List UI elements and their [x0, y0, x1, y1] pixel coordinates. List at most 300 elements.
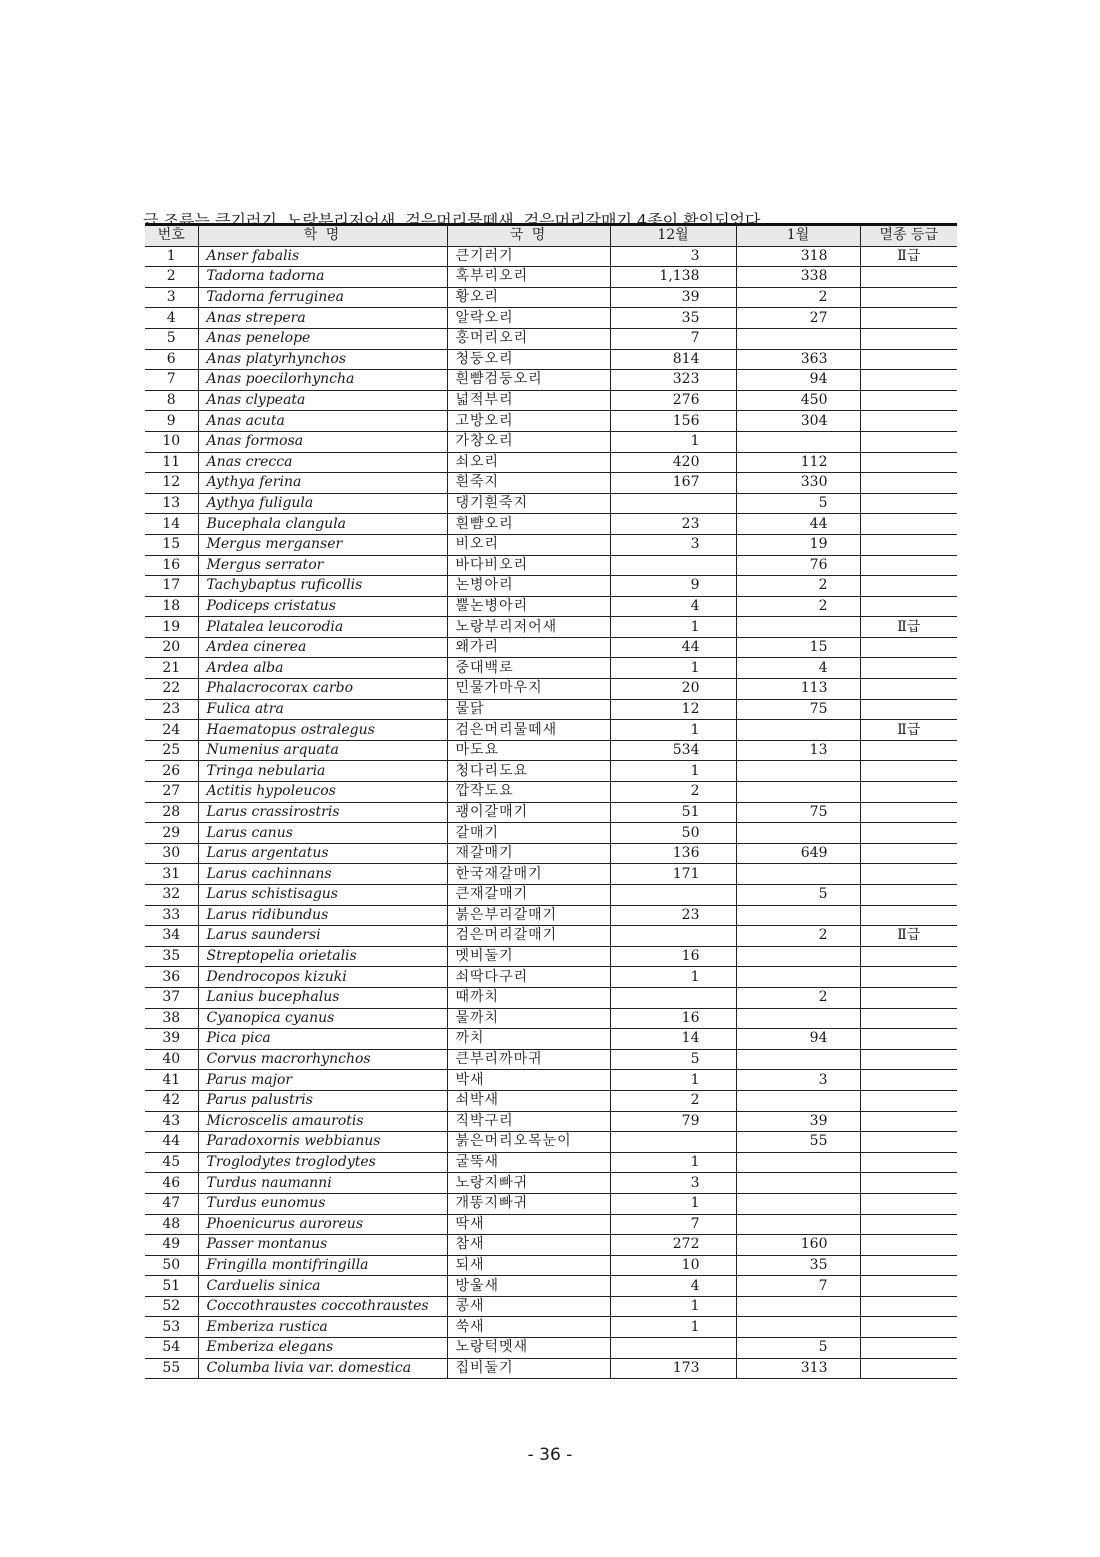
cell-endangered-grade	[860, 1214, 957, 1235]
cell-january-count: 649	[736, 843, 860, 864]
cell-december-count: 12	[610, 699, 736, 720]
cell-korean-name: 왜가리	[447, 637, 610, 658]
table-row	[145, 493, 957, 514]
cell-scientific-name: Larus canus	[198, 823, 447, 844]
cell-endangered-grade	[860, 473, 957, 494]
cell-scientific-name: Ardea alba	[198, 658, 447, 679]
cell-endangered-grade	[860, 679, 957, 700]
cell-korean-name: 가창오리	[447, 431, 610, 452]
cell-scientific-name: Parus major	[198, 1070, 447, 1091]
table-row	[145, 349, 957, 370]
cell-scientific-name: Numenius arquata	[198, 740, 447, 761]
cell-number: 26	[145, 761, 198, 782]
cell-endangered-grade	[860, 493, 957, 514]
table-row	[145, 473, 957, 494]
cell-endangered-grade	[860, 946, 957, 967]
cell-korean-name: 참새	[447, 1235, 610, 1256]
cell-number: 4	[145, 308, 198, 329]
cell-number: 46	[145, 1173, 198, 1194]
cell-january-count: 39	[736, 1111, 860, 1132]
cell-endangered-grade	[860, 411, 957, 432]
header-korean-name: 국 명	[447, 225, 610, 247]
cell-scientific-name: Larus saundersi	[198, 926, 447, 947]
table-row	[145, 1152, 957, 1173]
cell-number: 18	[145, 596, 198, 617]
cell-korean-name: 노랑지빠귀	[447, 1173, 610, 1194]
cell-scientific-name: Tringa nebularia	[198, 761, 447, 782]
cell-korean-name: 논병아리	[447, 576, 610, 597]
table-row	[145, 864, 957, 885]
table-row	[145, 1070, 957, 1091]
table-row	[145, 1111, 957, 1132]
cell-number: 22	[145, 679, 198, 700]
table-row	[145, 1358, 957, 1379]
table-row	[145, 761, 957, 782]
table-row	[145, 1132, 957, 1153]
cell-scientific-name: Tachybaptus ruficollis	[198, 576, 447, 597]
cell-scientific-name: Anas clypeata	[198, 390, 447, 411]
cell-scientific-name: Anas platyrhynchos	[198, 349, 447, 370]
cell-december-count: 16	[610, 946, 736, 967]
table-row	[145, 740, 957, 761]
cell-endangered-grade	[860, 637, 957, 658]
cell-january-count	[736, 946, 860, 967]
cell-december-count: 276	[610, 390, 736, 411]
cell-scientific-name: Emberiza rustica	[198, 1317, 447, 1338]
cell-korean-name: 물까치	[447, 1008, 610, 1029]
cell-scientific-name: Coccothraustes coccothraustes	[198, 1296, 447, 1317]
cell-endangered-grade	[860, 1008, 957, 1029]
cell-korean-name: 홍머리오리	[447, 328, 610, 349]
table-row	[145, 843, 957, 864]
cell-korean-name: 붉은머리오목눈이	[447, 1132, 610, 1153]
table-row	[145, 1008, 957, 1029]
cell-endangered-grade	[860, 740, 957, 761]
cell-december-count: 23	[610, 905, 736, 926]
cell-number: 50	[145, 1255, 198, 1276]
cell-december-count: 534	[610, 740, 736, 761]
cell-korean-name: 바다비오리	[447, 555, 610, 576]
cell-scientific-name: Carduelis sinica	[198, 1276, 447, 1297]
page-number: - 36 -	[527, 1445, 573, 1465]
cell-december-count: 1	[610, 1152, 736, 1173]
cell-korean-name: 쇠박새	[447, 1090, 610, 1111]
cell-endangered-grade	[860, 987, 957, 1008]
cell-december-count: 1	[610, 967, 736, 988]
cell-january-count: 4	[736, 658, 860, 679]
cell-endangered-grade	[860, 1235, 957, 1256]
cell-december-count: 7	[610, 1214, 736, 1235]
cell-december-count	[610, 493, 736, 514]
cell-korean-name: 검은머리갈매기	[447, 926, 610, 947]
cell-number: 17	[145, 576, 198, 597]
cell-number: 37	[145, 987, 198, 1008]
cell-december-count: 156	[610, 411, 736, 432]
cell-number: 10	[145, 431, 198, 452]
cell-korean-name: 민물가마우지	[447, 679, 610, 700]
cell-scientific-name: Phalacrocorax carbo	[198, 679, 447, 700]
cell-december-count: 35	[610, 308, 736, 329]
cell-korean-name: 박새	[447, 1070, 610, 1091]
cell-scientific-name: Corvus macrorhynchos	[198, 1049, 447, 1070]
cell-january-count: 13	[736, 740, 860, 761]
cell-december-count	[610, 1132, 736, 1153]
cell-scientific-name: Mergus merganser	[198, 534, 447, 555]
cell-korean-name: 큰재갈매기	[447, 885, 610, 906]
cell-scientific-name: Mergus serrator	[198, 555, 447, 576]
cell-endangered-grade	[860, 1029, 957, 1050]
cell-december-count: 14	[610, 1029, 736, 1050]
cell-number: 25	[145, 740, 198, 761]
cell-january-count: 19	[736, 534, 860, 555]
cell-endangered-grade	[860, 555, 957, 576]
cell-january-count: 5	[736, 885, 860, 906]
cell-number: 12	[145, 473, 198, 494]
cell-scientific-name: Aythya fuligula	[198, 493, 447, 514]
cell-december-count: 9	[610, 576, 736, 597]
cell-scientific-name: Larus cachinnans	[198, 864, 447, 885]
cell-january-count	[736, 864, 860, 885]
cell-endangered-grade	[860, 1111, 957, 1132]
table-row	[145, 720, 957, 741]
intro-paragraph: 급 조류는 큰기러기, 노랑부리저어새, 검은머리물떼새, 검은머리갈매기 4종이 확인되었다.	[143, 211, 766, 230]
cell-endangered-grade	[860, 699, 957, 720]
table-row	[145, 782, 957, 803]
cell-endangered-grade	[860, 823, 957, 844]
cell-number: 6	[145, 349, 198, 370]
cell-korean-name: 검은머리물떼새	[447, 720, 610, 741]
cell-endangered-grade	[860, 1193, 957, 1214]
cell-december-count: 323	[610, 370, 736, 391]
table-row	[145, 617, 957, 638]
table-row	[145, 246, 957, 267]
cell-korean-name: 황오리	[447, 287, 610, 308]
cell-endangered-grade	[860, 1173, 957, 1194]
cell-scientific-name: Anser fabalis	[198, 246, 447, 267]
cell-january-count: 330	[736, 473, 860, 494]
table-row	[145, 390, 957, 411]
cell-scientific-name: Ardea cinerea	[198, 637, 447, 658]
cell-number: 42	[145, 1090, 198, 1111]
cell-endangered-grade: Ⅱ급	[860, 720, 957, 741]
table-row	[145, 576, 957, 597]
table-header	[145, 225, 957, 247]
table-row	[145, 1338, 957, 1359]
cell-endangered-grade	[860, 370, 957, 391]
cell-number: 29	[145, 823, 198, 844]
cell-endangered-grade	[860, 905, 957, 926]
cell-december-count: 420	[610, 452, 736, 473]
cell-scientific-name: Larus ridibundus	[198, 905, 447, 926]
cell-number: 8	[145, 390, 198, 411]
cell-endangered-grade	[860, 1255, 957, 1276]
cell-december-count: 50	[610, 823, 736, 844]
table-row	[145, 802, 957, 823]
cell-korean-name: 알락오리	[447, 308, 610, 329]
cell-scientific-name: Anas penelope	[198, 328, 447, 349]
cell-january-count: 55	[736, 1132, 860, 1153]
cell-korean-name: 비오리	[447, 534, 610, 555]
cell-korean-name: 방울새	[447, 1276, 610, 1297]
cell-january-count: 338	[736, 267, 860, 288]
cell-scientific-name: Anas poecilorhyncha	[198, 370, 447, 391]
cell-scientific-name: Turdus eunomus	[198, 1193, 447, 1214]
cell-scientific-name: Streptopelia orietalis	[198, 946, 447, 967]
table-body	[145, 246, 957, 1379]
cell-scientific-name: Tadorna ferruginea	[198, 287, 447, 308]
cell-endangered-grade	[860, 328, 957, 349]
cell-number: 9	[145, 411, 198, 432]
cell-january-count: 313	[736, 1358, 860, 1379]
cell-korean-name: 청다리도요	[447, 761, 610, 782]
cell-endangered-grade	[860, 885, 957, 906]
cell-january-count	[736, 328, 860, 349]
cell-number: 19	[145, 617, 198, 638]
cell-endangered-grade	[860, 1276, 957, 1297]
cell-december-count: 272	[610, 1235, 736, 1256]
cell-number: 27	[145, 782, 198, 803]
cell-january-count	[736, 431, 860, 452]
table-row	[145, 514, 957, 535]
cell-january-count: 27	[736, 308, 860, 329]
cell-endangered-grade	[860, 1296, 957, 1317]
cell-january-count	[736, 1090, 860, 1111]
cell-korean-name: 노랑부리저어새	[447, 617, 610, 638]
cell-december-count: 1	[610, 431, 736, 452]
table-row	[145, 411, 957, 432]
cell-december-count	[610, 885, 736, 906]
cell-korean-name: 깝작도요	[447, 782, 610, 803]
cell-december-count: 23	[610, 514, 736, 535]
cell-scientific-name: Fulica atra	[198, 699, 447, 720]
cell-endangered-grade	[860, 452, 957, 473]
cell-number: 1	[145, 246, 198, 267]
cell-endangered-grade	[860, 431, 957, 452]
cell-number: 32	[145, 885, 198, 906]
cell-january-count: 113	[736, 679, 860, 700]
cell-january-count	[736, 1214, 860, 1235]
cell-endangered-grade: Ⅱ급	[860, 617, 957, 638]
cell-december-count: 79	[610, 1111, 736, 1132]
table-row	[145, 1173, 957, 1194]
cell-january-count	[736, 905, 860, 926]
cell-endangered-grade: Ⅱ급	[860, 926, 957, 947]
cell-korean-name: 개똥지빠귀	[447, 1193, 610, 1214]
cell-december-count: 3	[610, 1173, 736, 1194]
cell-endangered-grade	[860, 843, 957, 864]
cell-korean-name: 되새	[447, 1255, 610, 1276]
cell-korean-name: 때까치	[447, 987, 610, 1008]
header-number: 번호	[145, 225, 198, 247]
cell-january-count	[736, 617, 860, 638]
cell-korean-name: 노랑턱멧새	[447, 1338, 610, 1359]
cell-endangered-grade	[860, 1132, 957, 1153]
cell-number: 40	[145, 1049, 198, 1070]
cell-scientific-name: Platalea leucorodia	[198, 617, 447, 638]
cell-scientific-name: Fringilla montifringilla	[198, 1255, 447, 1276]
cell-scientific-name: Anas strepera	[198, 308, 447, 329]
cell-scientific-name: Passer montanus	[198, 1235, 447, 1256]
cell-endangered-grade	[860, 658, 957, 679]
cell-korean-name: 흰뺨검둥오리	[447, 370, 610, 391]
cell-number: 13	[145, 493, 198, 514]
cell-scientific-name: Anas formosa	[198, 431, 447, 452]
table-row	[145, 555, 957, 576]
cell-december-count: 1	[610, 1317, 736, 1338]
table-row	[145, 1296, 957, 1317]
cell-korean-name: 큰부리까마귀	[447, 1049, 610, 1070]
cell-december-count: 51	[610, 802, 736, 823]
cell-january-count: 318	[736, 246, 860, 267]
cell-december-count: 814	[610, 349, 736, 370]
table-row	[145, 905, 957, 926]
header-december: 12월	[610, 225, 736, 247]
cell-scientific-name: Tadorna tadorna	[198, 267, 447, 288]
cell-endangered-grade	[860, 287, 957, 308]
cell-december-count: 1	[610, 720, 736, 741]
cell-number: 7	[145, 370, 198, 391]
cell-scientific-name: Bucephala clangula	[198, 514, 447, 535]
cell-number: 51	[145, 1276, 198, 1297]
cell-endangered-grade	[860, 782, 957, 803]
cell-december-count: 171	[610, 864, 736, 885]
cell-december-count: 4	[610, 596, 736, 617]
cell-january-count: 112	[736, 452, 860, 473]
cell-scientific-name: Larus argentatus	[198, 843, 447, 864]
cell-scientific-name: Larus crassirostris	[198, 802, 447, 823]
cell-number: 36	[145, 967, 198, 988]
cell-endangered-grade	[860, 1070, 957, 1091]
cell-scientific-name: Paradoxornis webbianus	[198, 1132, 447, 1153]
cell-number: 15	[145, 534, 198, 555]
cell-january-count: 75	[736, 699, 860, 720]
cell-number: 48	[145, 1214, 198, 1235]
header-january: 1월	[736, 225, 860, 247]
cell-korean-name: 흰죽지	[447, 473, 610, 494]
cell-korean-name: 고방오리	[447, 411, 610, 432]
table-row	[145, 679, 957, 700]
cell-january-count: 450	[736, 390, 860, 411]
cell-number: 47	[145, 1193, 198, 1214]
cell-scientific-name: Actitis hypoleucos	[198, 782, 447, 803]
cell-endangered-grade	[860, 576, 957, 597]
cell-december-count: 4	[610, 1276, 736, 1297]
table-row	[145, 308, 957, 329]
cell-korean-name: 흰뺨오리	[447, 514, 610, 535]
cell-korean-name: 쇠오리	[447, 452, 610, 473]
bird-census-table	[145, 223, 957, 1379]
table-row	[145, 987, 957, 1008]
cell-endangered-grade	[860, 349, 957, 370]
cell-korean-name: 마도요	[447, 740, 610, 761]
cell-number: 35	[145, 946, 198, 967]
cell-december-count: 1	[610, 1070, 736, 1091]
cell-number: 38	[145, 1008, 198, 1029]
header-row	[145, 225, 957, 247]
cell-december-count: 1,138	[610, 267, 736, 288]
cell-january-count: 2	[736, 987, 860, 1008]
cell-january-count: 363	[736, 349, 860, 370]
cell-january-count	[736, 1296, 860, 1317]
cell-january-count	[736, 720, 860, 741]
cell-january-count	[736, 761, 860, 782]
cell-january-count	[736, 1173, 860, 1194]
cell-scientific-name: Anas crecca	[198, 452, 447, 473]
header-scientific-name: 학 명	[198, 225, 447, 247]
cell-number: 44	[145, 1132, 198, 1153]
cell-january-count: 35	[736, 1255, 860, 1276]
cell-january-count: 15	[736, 637, 860, 658]
cell-korean-name: 한국재갈매기	[447, 864, 610, 885]
cell-january-count: 44	[736, 514, 860, 535]
cell-endangered-grade: Ⅱ급	[860, 246, 957, 267]
cell-scientific-name: Larus schistisagus	[198, 885, 447, 906]
cell-endangered-grade	[860, 534, 957, 555]
cell-january-count	[736, 1317, 860, 1338]
header-endangered-grade: 멸종 등급	[860, 225, 957, 247]
cell-korean-name: 괭이갈매기	[447, 802, 610, 823]
cell-scientific-name: Podiceps cristatus	[198, 596, 447, 617]
cell-january-count: 75	[736, 802, 860, 823]
cell-january-count	[736, 1152, 860, 1173]
cell-january-count: 2	[736, 287, 860, 308]
cell-january-count	[736, 823, 860, 844]
cell-endangered-grade	[860, 761, 957, 782]
cell-korean-name: 댕기흰죽지	[447, 493, 610, 514]
cell-december-count: 1	[610, 1193, 736, 1214]
table-row	[145, 267, 957, 288]
table-row	[145, 926, 957, 947]
table-row	[145, 596, 957, 617]
table-row	[145, 885, 957, 906]
table-row	[145, 699, 957, 720]
cell-january-count	[736, 1049, 860, 1070]
cell-endangered-grade	[860, 1152, 957, 1173]
cell-endangered-grade	[860, 596, 957, 617]
cell-december-count: 167	[610, 473, 736, 494]
cell-scientific-name: Parus palustris	[198, 1090, 447, 1111]
cell-number: 54	[145, 1338, 198, 1359]
cell-january-count: 2	[736, 576, 860, 597]
cell-december-count: 1	[610, 658, 736, 679]
cell-number: 52	[145, 1296, 198, 1317]
table-row	[145, 370, 957, 391]
cell-number: 43	[145, 1111, 198, 1132]
table-row	[145, 658, 957, 679]
table-row	[145, 287, 957, 308]
cell-number: 33	[145, 905, 198, 926]
table-row	[145, 1235, 957, 1256]
cell-december-count: 44	[610, 637, 736, 658]
cell-korean-name: 갈매기	[447, 823, 610, 844]
cell-korean-name: 쇠딱다구리	[447, 967, 610, 988]
cell-scientific-name: Emberiza elegans	[198, 1338, 447, 1359]
cell-december-count: 20	[610, 679, 736, 700]
cell-korean-name: 콩새	[447, 1296, 610, 1317]
table-row	[145, 328, 957, 349]
cell-korean-name: 멧비둘기	[447, 946, 610, 967]
cell-scientific-name: Pica pica	[198, 1029, 447, 1050]
cell-december-count: 3	[610, 246, 736, 267]
cell-scientific-name: Microscelis amaurotis	[198, 1111, 447, 1132]
table-row	[145, 1317, 957, 1338]
cell-endangered-grade	[860, 1317, 957, 1338]
cell-number: 20	[145, 637, 198, 658]
cell-korean-name: 혹부리오리	[447, 267, 610, 288]
cell-number: 39	[145, 1029, 198, 1050]
cell-january-count	[736, 1008, 860, 1029]
cell-december-count	[610, 926, 736, 947]
